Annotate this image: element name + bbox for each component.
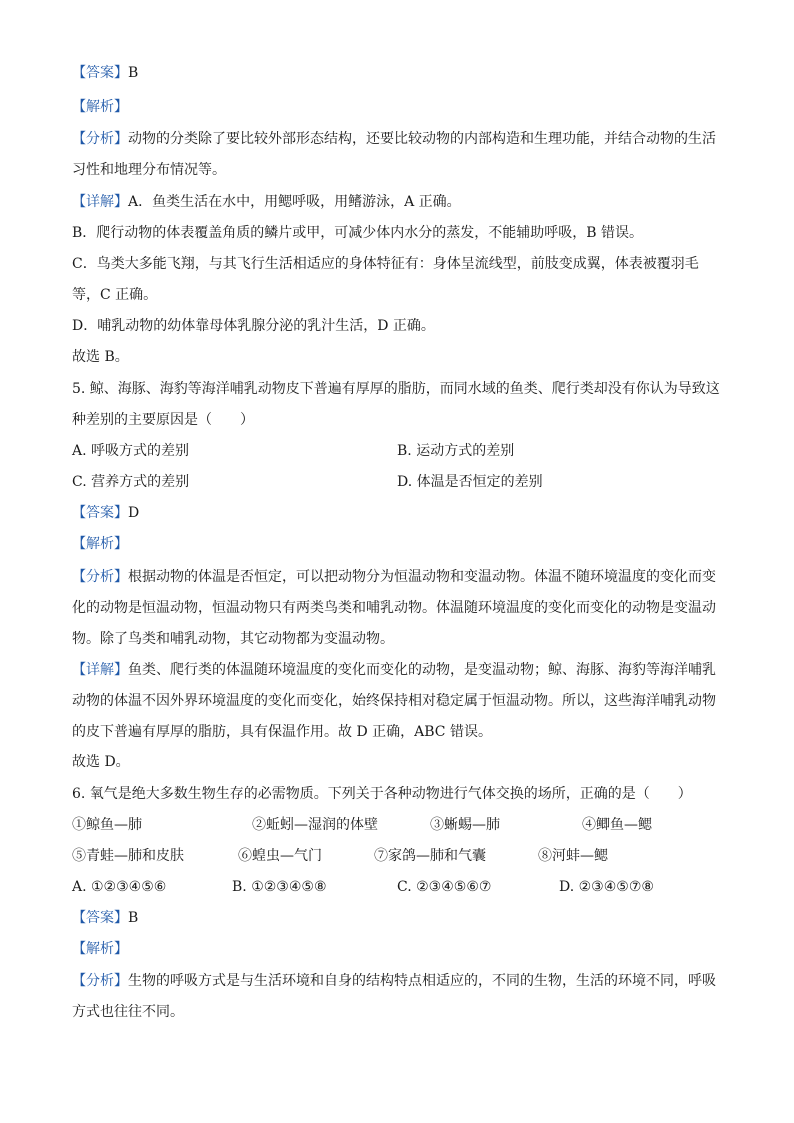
analysis-text: 根据动物的体温是否恒定，可以把动物分为恒温动物和变温动物。体温不随环境温度的变化而变化的动物是恒温动物，恒温动物只有两类鸟类和哺乳动物。体温随环境温度的变化而变化的动物是变温动物。除了鸟类和哺乳动物，其它动物都为变温动物。 — [72, 569, 716, 647]
answer-value: B — [128, 910, 139, 926]
q6-option-d: D. ②③④⑤⑦⑧ — [559, 879, 654, 895]
q5-analysis — [72, 562, 722, 655]
q4-answer — [72, 58, 722, 89]
analysis-tag: 【分析】 — [72, 569, 128, 585]
q6-option-c: C. ②③④⑤⑥⑦ — [397, 879, 492, 895]
analysis-text: 生物的呼吸方式是与生活环境和自身的结构特点相适应的，不同的生物，生活的环境不同，呼吸方式也往往不同。 — [72, 973, 716, 1020]
q5-conclusion: 故选 D。 — [72, 754, 130, 770]
q5-option-b: B. 运动方式的差别 — [397, 443, 515, 459]
q6-item: ⑦家鸽—肺和气囊 — [374, 848, 486, 864]
q6-items-row-2 — [72, 841, 732, 872]
q6-item: ②蚯蚓—湿润的体壁 — [252, 817, 378, 833]
answer-tag: 【答案】 — [72, 910, 128, 926]
analysis-tag: 【分析】 — [72, 973, 128, 989]
answer-tag: 【答案】 — [72, 65, 128, 81]
q4-analysis-header: 【解析】 — [72, 99, 128, 115]
q5-option-d: D. 体温是否恒定的差别 — [397, 474, 543, 490]
q6-item: ①鲸鱼—肺 — [72, 817, 142, 833]
q6-answer — [72, 903, 722, 934]
answer-value: B — [128, 65, 139, 81]
analysis-text: 动物的分类除了要比较外部形态结构，还要比较动物的内部构造和生理功能，并结合动物的生活习性和地理分布情况等。 — [72, 131, 716, 178]
q4-detail-c: C．鸟类大多能飞翔，与其飞行生活相适应的身体特征有：身体呈流线型，前肢变成翼，体表被覆羽毛等，C 正确。 — [72, 256, 699, 303]
q4-analysis — [72, 124, 722, 186]
q6-option-b: B. ①②③④⑤⑧ — [232, 879, 327, 895]
q4-detail-a — [72, 187, 722, 218]
q4-detail-d: D．哺乳动物的幼体靠母体乳腺分泌的乳汁生活，D 正确。 — [72, 318, 435, 334]
q6-item: ⑧河蚌—鳃 — [538, 848, 608, 864]
q6-item: ④鲫鱼—鳃 — [582, 817, 652, 833]
detail-tag: 【详解】 — [72, 194, 128, 210]
q5-detail — [72, 655, 722, 748]
q5-answer — [72, 498, 722, 529]
q6-options-row — [72, 872, 732, 903]
q6-stem: 6. 氧气是绝大多数生物生存的必需物质。下列关于各种动物进行气体交换的场所，正确的是（ ） — [72, 786, 692, 802]
answer-tag: 【答案】 — [72, 505, 128, 521]
detail-text: A．鱼类生活在水中，用鳃呼吸，用鳍游泳，A 正确。 — [128, 194, 461, 210]
q6-analysis — [72, 966, 722, 1028]
q6-item: ⑥蝗虫—气门 — [238, 848, 322, 864]
q5-options-row-2 — [72, 467, 732, 498]
q6-option-a: A. ①②③④⑤⑥ — [72, 879, 167, 895]
q6-analysis-header: 【解析】 — [72, 941, 128, 957]
analysis-tag: 【分析】 — [72, 131, 128, 147]
detail-tag: 【详解】 — [72, 662, 128, 678]
q6-item: ⑤青蛙—肺和皮肤 — [72, 848, 184, 864]
q4-detail-b: B．爬行动物的体表覆盖角质的鳞片或甲，可减少体内水分的蒸发，不能辅助呼吸，B 错误。 — [72, 225, 644, 241]
answer-value: D — [128, 505, 140, 521]
q4-conclusion: 故选 B。 — [72, 349, 129, 365]
q5-option-c: C. 营养方式的差别 — [72, 474, 190, 490]
q5-stem: 5. 鲸、海豚、海豹等海洋哺乳动物皮下普遍有厚厚的脂肪，而同水域的鱼类、爬行类却没有你认为导致这种差别的主要原因是（ ） — [72, 381, 720, 428]
q5-analysis-header: 【解析】 — [72, 536, 128, 552]
detail-text: 鱼类、爬行类的体温随环境温度的变化而变化的动物，是变温动物；鲸、海豚、海豹等海洋哺乳动物的体温不因外界环境温度的变化而变化，始终保持相对稳定属于恒温动物。所以，这些海洋哺乳动物的皮下普遍有厚厚的脂肪，具有保温作用。故 D 正确，ABC 错误。 — [72, 662, 716, 740]
q6-item: ③蜥蜴—肺 — [430, 817, 500, 833]
q5-option-a: A. 呼吸方式的差别 — [72, 443, 190, 459]
q6-items-row-1 — [72, 810, 732, 841]
q5-options-row-1 — [72, 436, 732, 467]
